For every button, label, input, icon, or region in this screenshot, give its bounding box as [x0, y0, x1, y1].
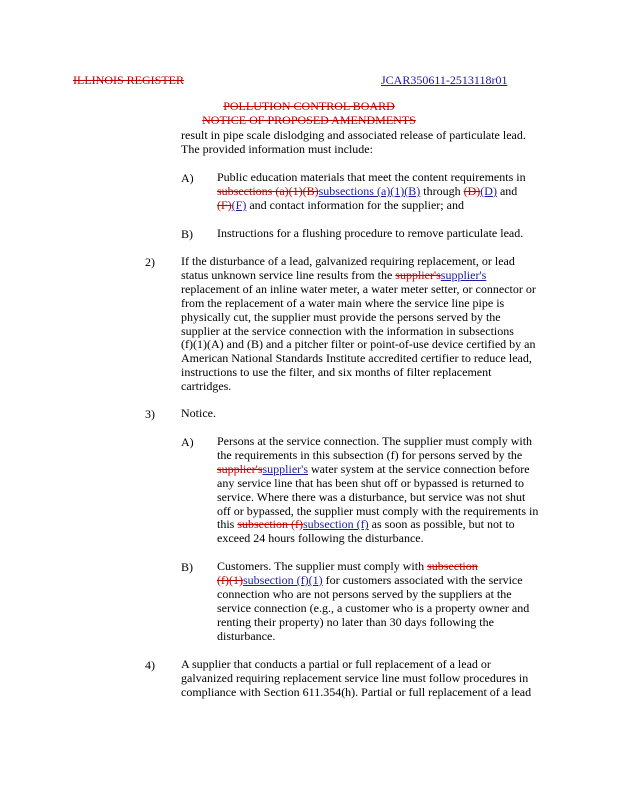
text-line: service connection (e.g., a customer who is a property owner and	[217, 600, 530, 615]
text-line: replacement of an inline water meter, a water meter setter, or connector or	[181, 281, 536, 296]
item-4-label: 4)	[145, 658, 155, 672]
text-line: exceed 24 hours following the disturbance.	[217, 531, 424, 546]
inserted-text: subsection (f)	[303, 517, 369, 532]
text-span: Customers. The supplier must comply with	[217, 559, 428, 573]
item-a-text	[217, 171, 597, 213]
text-line: American National Standards Institute accredited certifier to reduce lead,	[181, 351, 532, 366]
inserted-text: (F)	[231, 197, 247, 212]
intro-line: result in pipe scale dislodging and associated release of particulate lead.	[181, 128, 526, 142]
text-line: Persons at the service connection. The supplier must comply with	[217, 434, 533, 448]
item-3b-text	[217, 560, 597, 643]
deleted-text: (F)	[217, 197, 232, 212]
agency-title: POLLUTION CONTROL BOARD	[223, 99, 395, 113]
deleted-text: subsection (f)	[237, 517, 303, 532]
item-4-text	[181, 658, 591, 700]
inserted-text: subsections (a)(1)(B)	[318, 183, 421, 198]
text-line	[217, 560, 597, 574]
item-3a-text	[217, 435, 597, 546]
intro-line: The provided information must include:	[181, 141, 373, 156]
text-line: physically cut, the supplier must provide the persons served by the	[181, 309, 501, 324]
text-line	[217, 185, 597, 199]
intro-paragraph	[181, 129, 591, 157]
document-id: JCAR350611-2513118r01	[381, 73, 508, 87]
text-line: A supplier that conducts a partial or full replacement of a lead or	[181, 657, 491, 671]
text-line: If the disturbance of a lead, galvanized requiring replacement, or lead	[181, 254, 515, 268]
text-span: as soon as possible, but not to	[368, 517, 515, 532]
text-line: supplier at the service connection with the information in subsections	[181, 323, 514, 338]
text-line	[217, 574, 597, 588]
text-line: cartridges.	[181, 379, 232, 394]
text-line: connection who are not persons served by the suppliers at the	[217, 586, 512, 601]
deleted-text: (f)(1)	[217, 572, 243, 587]
text-line	[181, 269, 591, 283]
deleted-text: supplier's	[217, 461, 263, 476]
deleted-text: subsections (a)(1)(B)	[217, 183, 319, 198]
text-line: galvanized requiring replacement service line must follow procedures in	[181, 670, 529, 685]
text-line	[217, 199, 597, 213]
item-3b-label: B)	[181, 560, 193, 574]
text-line	[217, 518, 597, 532]
text-line	[217, 463, 597, 477]
item-2-text	[181, 255, 591, 394]
text-span: water system at the service connection before	[308, 461, 530, 476]
item-3-label: 3)	[145, 407, 155, 421]
item-3a-label: A)	[181, 435, 194, 449]
text-line: renting their property) no later than 30 days following the	[217, 614, 494, 629]
notice-title: NOTICE OF PROPOSED AMENDMENTS	[202, 113, 416, 127]
inserted-text: supplier's	[262, 461, 308, 476]
text-line: any service line that has been shut off or bypassed is returned to	[217, 475, 525, 490]
item-2-label: 2)	[145, 255, 155, 269]
text-line: Public education materials that meet the content requirements in	[217, 170, 526, 184]
deleted-text: subsection	[427, 559, 478, 573]
text-line: (f)(1)(A) and (B) and a pitcher filter or point-of-use device certified by an	[181, 337, 536, 352]
inserted-text: subsection (f)(1)	[242, 572, 323, 587]
item-3-heading: Notice.	[181, 406, 216, 420]
text-line: the requirements in this subsection (f) for persons served by the	[217, 447, 523, 462]
deleted-text: (D)	[463, 183, 481, 198]
register-name: ILLINOIS REGISTER	[73, 73, 184, 87]
text-span: through	[420, 183, 464, 198]
text-line: compliance with Section 611.354(h). Partial or full replacement of a lead	[181, 684, 532, 699]
text-span: and	[496, 183, 518, 198]
item-b-text: Instructions for a flushing procedure to remove particulate lead.	[217, 226, 524, 240]
text-line: off or bypassed, the supplier must comply with the requirements in	[217, 503, 539, 518]
text-line: instructions to use the filter, and six months of filter replacement	[181, 365, 492, 380]
text-line: from the replacement of a water main where the service line pipe is	[181, 295, 505, 310]
text-line: disturbance.	[217, 628, 276, 643]
text-span: and contact information for the supplier; and	[246, 197, 464, 212]
text-span: this	[217, 517, 238, 532]
inserted-text: supplier's	[440, 267, 487, 282]
item-a-label: A)	[181, 171, 194, 185]
text-span: status unknown service line results from the	[181, 267, 396, 282]
text-span: for customers associated with the service	[322, 572, 523, 587]
item-b-label: B)	[181, 227, 193, 241]
deleted-text: supplier's	[395, 267, 441, 282]
text-line: service. Where there was a disturbance, but service was not shut	[217, 489, 526, 504]
inserted-text: (D)	[480, 183, 497, 198]
